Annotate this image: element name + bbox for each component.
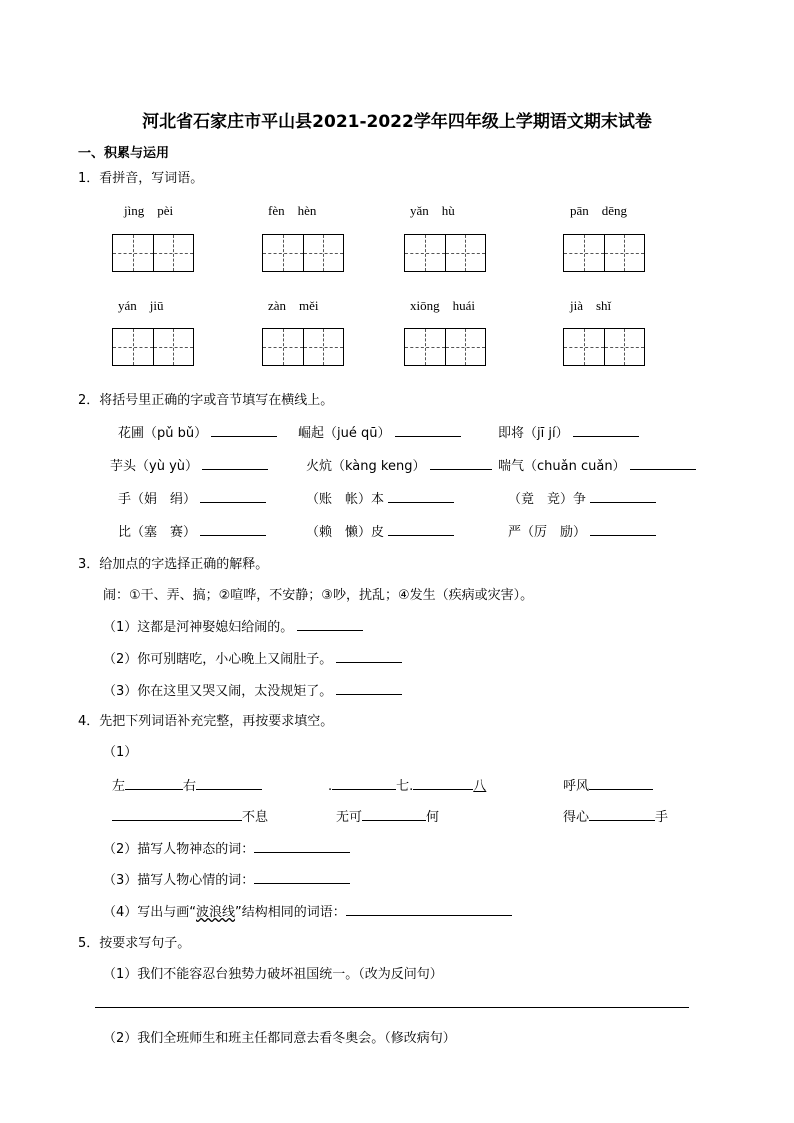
writing-grid[interactable] xyxy=(262,328,344,366)
choice-item: （账 帐）本 xyxy=(306,488,454,507)
writing-grid[interactable] xyxy=(262,234,344,272)
answer-blank[interactable] xyxy=(254,869,350,884)
writing-grid[interactable] xyxy=(563,328,645,366)
question-5-label: 5．按要求写句子。 xyxy=(78,936,191,951)
choice-item: 花圃（pǔ bǔ） xyxy=(118,422,277,441)
pinyin-label: zàn měi xyxy=(268,298,319,313)
sub-question: （1）这都是河神娶媳妇给闹的。 xyxy=(103,616,363,635)
answer-blank[interactable] xyxy=(254,838,350,853)
sub-question: （3）描写人物心情的词： xyxy=(103,869,350,888)
answer-blank[interactable] xyxy=(395,422,461,437)
answer-blank[interactable] xyxy=(630,455,696,470)
idiom-fill: 无可 何 xyxy=(336,806,439,825)
pinyin-label: yán jiū xyxy=(118,298,164,313)
choice-item: 手（娟 绢） xyxy=(118,488,266,507)
answer-blank[interactable] xyxy=(589,806,655,821)
answer-blank[interactable] xyxy=(211,422,277,437)
pinyin-label: yǎn hù xyxy=(410,203,455,218)
answer-blank[interactable] xyxy=(200,521,266,536)
idiom-fill: 得心 手 xyxy=(563,806,668,825)
answer-blank[interactable] xyxy=(388,521,454,536)
answer-blank[interactable] xyxy=(112,806,242,821)
choice-item: 崛起（jué qū） xyxy=(298,422,461,441)
answer-blank[interactable] xyxy=(589,775,653,790)
writing-grid[interactable] xyxy=(404,234,486,272)
answer-blank[interactable] xyxy=(200,488,266,503)
idiom-fill: 不息 xyxy=(112,806,268,825)
pinyin-label: xiōng huái xyxy=(410,298,475,313)
answer-blank[interactable] xyxy=(590,521,656,536)
writing-grid[interactable] xyxy=(112,328,194,366)
answer-blank[interactable] xyxy=(336,648,402,663)
idiom-fill: 左 右 xyxy=(112,775,262,794)
sub-question: （2）我们全班师生和班主任都同意去看冬奥会。（修改病句） xyxy=(103,1031,456,1046)
answer-blank[interactable] xyxy=(388,488,454,503)
question-3-label: 3．给加点的字选择正确的解释。 xyxy=(78,557,269,572)
choice-item: （竟 竞）争 xyxy=(508,488,656,507)
writing-grid[interactable] xyxy=(112,234,194,272)
answer-blank[interactable] xyxy=(125,775,183,790)
writing-grid[interactable] xyxy=(404,328,486,366)
answer-blank[interactable] xyxy=(413,775,473,790)
idiom-fill: . 七. 八 xyxy=(328,775,486,794)
page-title: 河北省石家庄市平山县2021-2022学年四年级上学期语文期末试卷 xyxy=(142,112,652,132)
sub-question: （2）你可别瞎吃，小心晚上又闹肚子。 xyxy=(103,648,402,667)
sub-question: （1）我们不能容忍台独势力破坏祖国统一。（改为反问句） xyxy=(103,967,443,982)
answer-blank[interactable] xyxy=(332,775,396,790)
question-4-label: 4．先把下列词语补充完整，再按要求填空。 xyxy=(78,714,334,729)
choice-item: 比（塞 赛） xyxy=(118,521,266,540)
pinyin-label: jià shǐ xyxy=(570,298,612,313)
question-1-label: 1．看拼音，写词语。 xyxy=(78,171,204,186)
answer-blank[interactable] xyxy=(430,455,492,470)
answer-blank[interactable] xyxy=(362,806,426,821)
choice-item: 火炕（kàng keng） xyxy=(306,455,492,474)
writing-grid[interactable] xyxy=(563,234,645,272)
choice-item: 芋头（yù yù） xyxy=(110,455,268,474)
answer-blank[interactable] xyxy=(202,455,268,470)
choice-item: （赖 懒）皮 xyxy=(306,521,454,540)
idiom-fill: 呼风 xyxy=(563,775,653,794)
pinyin-label: pān dēng xyxy=(570,203,628,218)
answer-blank[interactable] xyxy=(196,775,262,790)
answer-blank[interactable] xyxy=(336,680,402,695)
choice-item: 严（厉 励） xyxy=(508,521,656,540)
sub-question: （4）写出与画“波浪线”结构相同的词语： xyxy=(103,901,512,920)
pinyin-label: fèn hèn xyxy=(268,203,317,218)
question-2-label: 2．将括号里正确的字或音节填写在横线上。 xyxy=(78,393,334,408)
answer-blank[interactable] xyxy=(297,616,363,631)
pinyin-label: jìng pèi xyxy=(124,203,174,218)
answer-blank[interactable] xyxy=(573,422,639,437)
choice-item: 即将（jī jí） xyxy=(498,422,639,441)
answer-blank[interactable] xyxy=(590,488,656,503)
answer-blank[interactable] xyxy=(346,901,512,916)
answer-line[interactable] xyxy=(95,1007,689,1008)
section-heading: 一、积累与运用 xyxy=(78,146,170,161)
sub-question: （2）描写人物神态的词： xyxy=(103,838,350,857)
definition-text: 闹：①干、弄、搞；②喧哗，不安静；③吵，扰乱；④发生（疾病或灾害）。 xyxy=(103,588,534,603)
choice-item: 喘气（chuǎn cuǎn） xyxy=(498,455,696,474)
sub-question-number: （1） xyxy=(103,745,138,760)
sub-question: （3）你在这里又哭又闹，太没规矩了。 xyxy=(103,680,402,699)
